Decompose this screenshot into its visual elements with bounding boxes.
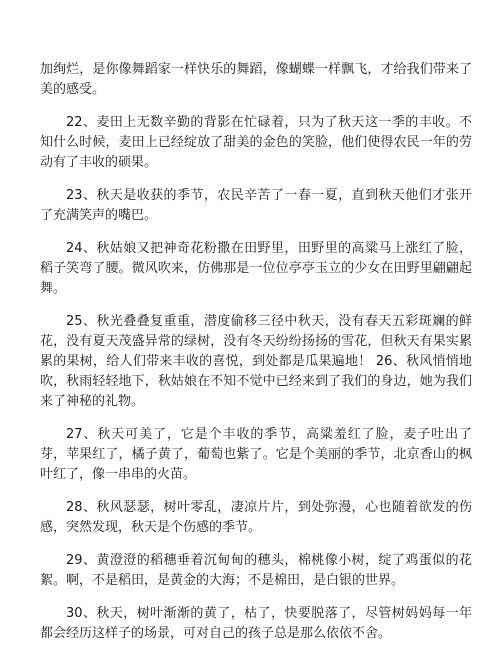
paragraph-25: 25、秋光叠叠复重重，潜度偷移三径中秋天，没有春天五彩斑斓的鲜花，没有夏天茂盛异常的绿树，没有冬天纷纷扬扬的雪花，但秋天有果实累累的果树，给人们带来丰收的喜悦，到处都是瓜果遍地！ 26、秋风悄悄地吹，秋雨轻轻地下，秋姑娘在不知不觉中已经来到了我们的身边，她为我们来了神秘的礼物。 (40, 314, 472, 409)
paragraph-28: 28、秋风瑟瑟，树叶零乱，凄凉片片，到处弥漫，心也随着欲发的伤感，突然发现，秋天是个伤感的季节。 (40, 500, 472, 535)
paragraph-24: 24、秋姑娘又把神奇花粉撒在田野里，田野里的高粱马上涨红了脸，稻子笑弯了腰。微风吹来，仿佛那是一位位亭亭玉立的少女在田野里翩翩起舞。 (40, 241, 472, 296)
paragraph-27: 27、秋天可美了，它是个丰收的季节，高粱羞红了脸，麦子吐出了芽，苹果红了，橘子黄了，葡萄也紫了。它是个美丽的季节，北京香山的枫叶红了，像一串串的火苗。 (40, 427, 472, 482)
paragraph-22: 22、麦田上无数辛勤的背影在忙碌着，只为了秋天这一季的丰收。不知什么时候，麦田上已经绽放了甜美的金色的笑脸，他们使得农民一年的劳动有了丰收的硕果。 (40, 115, 472, 170)
paragraph-30: 30、秋天，树叶渐渐的黄了，枯了，快要脱落了，尽管树妈妈每一年都会经历这样子的场景，可对自己的孩子总是那么依依不舍。 (40, 606, 472, 641)
paragraph-23: 23、秋天是收获的季节，农民辛苦了一春一夏，直到秋天他们才张开了充满笑声的嘴巴。 (40, 188, 472, 223)
article-body (40, 60, 472, 657)
paragraph-29: 29、黄澄澄的稻穗垂着沉甸甸的穗头，棉桃像小树，绽了鸡蛋似的花絮。啊，不是稻田，是黄金的大海；不是棉田，是白银的世界。 (40, 553, 472, 588)
paragraph-continuation: 加绚烂，是你像舞蹈家一样快乐的舞蹈，像蝴蝶一样飘飞，才给我们带来了美的感受。 (40, 62, 472, 97)
